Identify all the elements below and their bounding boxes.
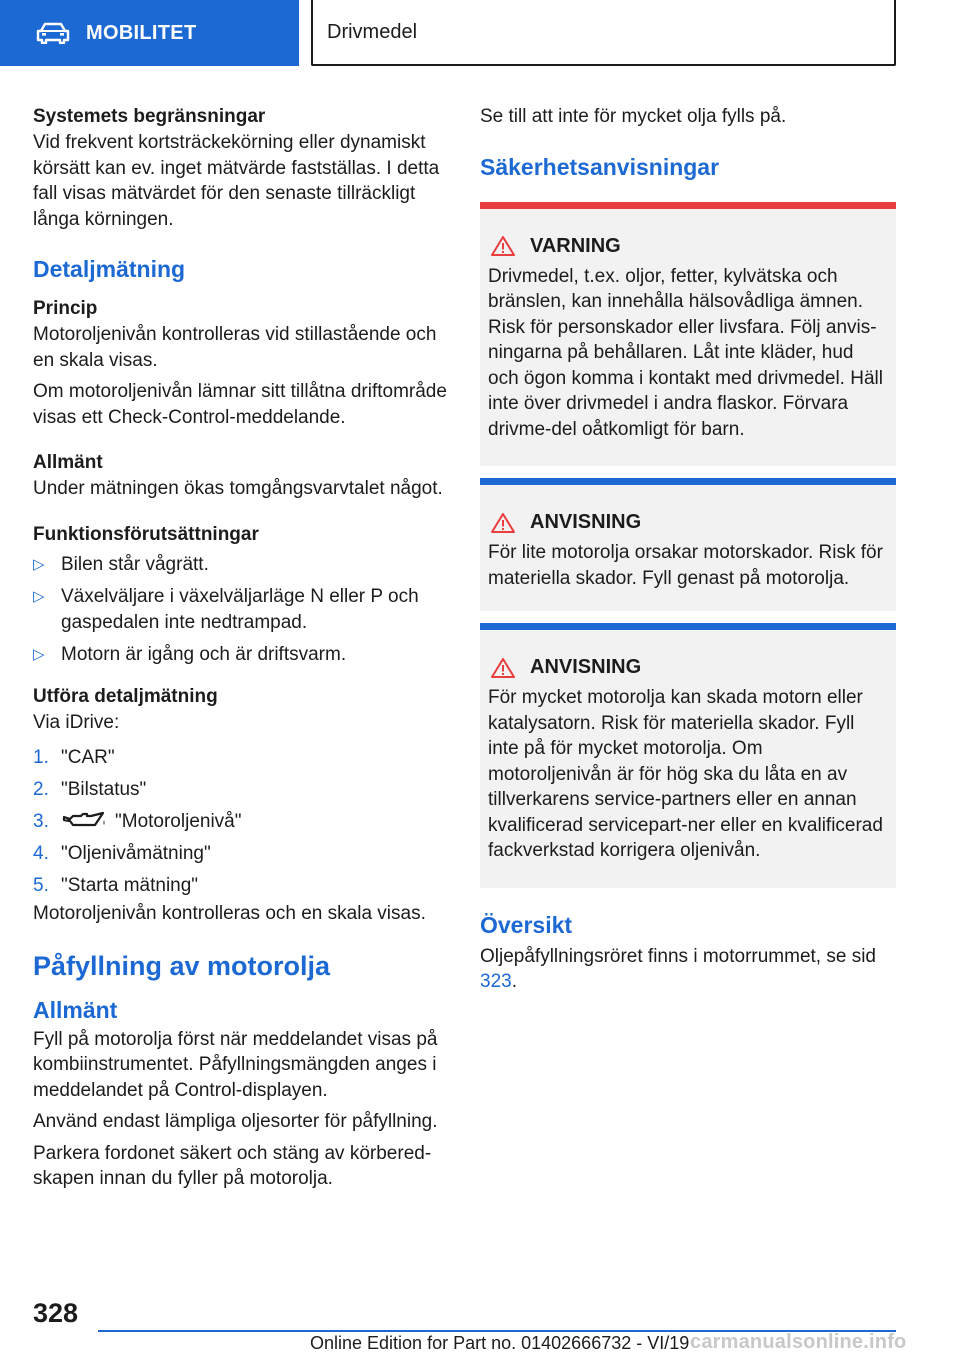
section-label: MOBILITET: [86, 21, 197, 44]
warning-header: [488, 235, 888, 258]
triangle-bullet-icon: ▷: [33, 588, 45, 605]
list-item: ▷ Motorn är igång och är driftsvarm.: [33, 642, 453, 668]
principle-text-1: Motoroljenivån kontrolleras vid stillastående och en skala visas.: [33, 324, 437, 371]
list-item: 3. "Motoroljenivå": [33, 811, 242, 832]
warning-box: [480, 202, 896, 467]
principle-text-2: Om motoroljenivån lämnar sitt tillåtna driftområde visas ett Check-Control-meddelande.: [33, 381, 447, 428]
general-text: Under mätningen ökas tomgångsvarvtalet något.: [33, 478, 443, 499]
notice-label: ANVISNING: [530, 656, 642, 678]
list-item: 2. "Bilstatus": [33, 779, 147, 800]
refill-text-2: Använd endast lämpliga oljesorter för påfyllning.: [33, 1111, 438, 1132]
notice-box: [480, 623, 896, 888]
warning-text: Drivmedel, t.ex. oljor, fetter, kylvätska och bränslen, kan innehålla hälsovådliga ämnen. Risk för personskador eller livsfara. Följ anvis-ningarna på behållaren. Låt inte kläder, hud och ögon komma i kontakt med drivmedel. Häll inte över drivmedel i andra flaskor. Förvara drivme-del oåtkomligt för barn.: [488, 265, 883, 440]
overview-heading: Översikt: [480, 911, 573, 938]
detail-measurement-heading: Detaljmätning: [33, 256, 186, 282]
warning-triangle-icon: [490, 512, 516, 534]
chapter-title: Drivmedel: [311, 0, 896, 66]
requirements-list: [33, 552, 453, 668]
refill-text-1: Fyll på motorolja först när meddelandet visas på kombiinstrumentet. Påfyllningsmängden anges i meddelandet på Control-displayen.: [33, 1028, 438, 1101]
perform-intro: Via iDrive:: [33, 711, 120, 733]
warning-triangle-icon: [490, 657, 516, 679]
refill-heading: Påfyllning av motorolja: [33, 950, 331, 981]
notice-label: ANVISNING: [530, 511, 642, 533]
triangle-bullet-icon: ▷: [33, 646, 45, 663]
list-item: ▷ Växelväljare i växelväljarläge N eller P och gaspedalen inte nedtrampad.: [33, 586, 419, 633]
page-link[interactable]: 323: [480, 971, 512, 992]
list-item: 1. "CAR": [33, 747, 115, 768]
perform-heading: Utföra detaljmätning: [33, 685, 218, 707]
refill-general-heading: Allmänt: [33, 996, 118, 1023]
requirements-heading: Funktionsförutsättningar: [33, 523, 259, 545]
steps-list: [33, 745, 453, 899]
page-number: 328: [33, 1298, 79, 1328]
limits-heading: Systemets begränsningar: [33, 106, 266, 127]
notice-box: [480, 478, 896, 611]
notice-text: För mycket motorolja kan skada motorn eller katalysatorn. Risk för materiella skador. Fyll inte på för mycket motorolja. Om motoroljenivån är för hög ska du låta en av tillverkarens service-partners eller en annan kvalificerad servicepart-ner eller en kvalificerad fackverkstad korrigera oljenivån.: [488, 687, 883, 861]
list-item: ▷ Bilen står vågrätt.: [33, 552, 453, 578]
overview-text: Oljepåfyllningsröret finns i motorrummet, se sid 323.: [480, 945, 876, 992]
triangle-bullet-icon: ▷: [33, 555, 45, 573]
notice-text: För lite motorolja orsakar motorskador. Risk för materiella skador. Fyll genast på motorolja.: [488, 542, 883, 589]
list-item: 5. "Starta mätning": [33, 875, 199, 896]
right-column: [480, 104, 896, 995]
general-heading: Allmänt: [33, 452, 103, 473]
notice-header: [488, 656, 888, 679]
refill-text-3: Parkera fordonet säkert och stäng av körbered-skapen innan du fyller på motorolja.: [33, 1142, 432, 1189]
car-icon: [36, 22, 70, 44]
oil-can-icon: [61, 810, 107, 830]
perform-result: Motoroljenivån kontrolleras och en skala visas.: [33, 903, 426, 924]
warning-triangle-icon: [490, 235, 516, 257]
page-header: [0, 0, 960, 66]
edition-text: Online Edition for Part no. 01402666732 - VI/19: [310, 1333, 690, 1353]
section-tab: [0, 0, 299, 66]
limits-text: Vid frekvent kortsträckekörning eller dynamiskt körsätt kan ev. inget mätvärde fastställas. I detta fall visas mätvärdet för den senaste tillräckligt långa körningen.: [33, 132, 440, 230]
intro-text: Se till att inte för mycket olja fylls på.: [480, 106, 787, 127]
notice-header: [488, 511, 888, 534]
watermark: carmanualsonline.info: [690, 1331, 907, 1353]
warning-label: VARNING: [530, 234, 621, 257]
safety-heading: Säkerhetsanvisningar: [480, 153, 720, 180]
principle-heading: Princip: [33, 298, 98, 319]
left-column: [33, 104, 453, 1192]
list-item: 4. "Oljenivåmätning": [33, 843, 211, 864]
